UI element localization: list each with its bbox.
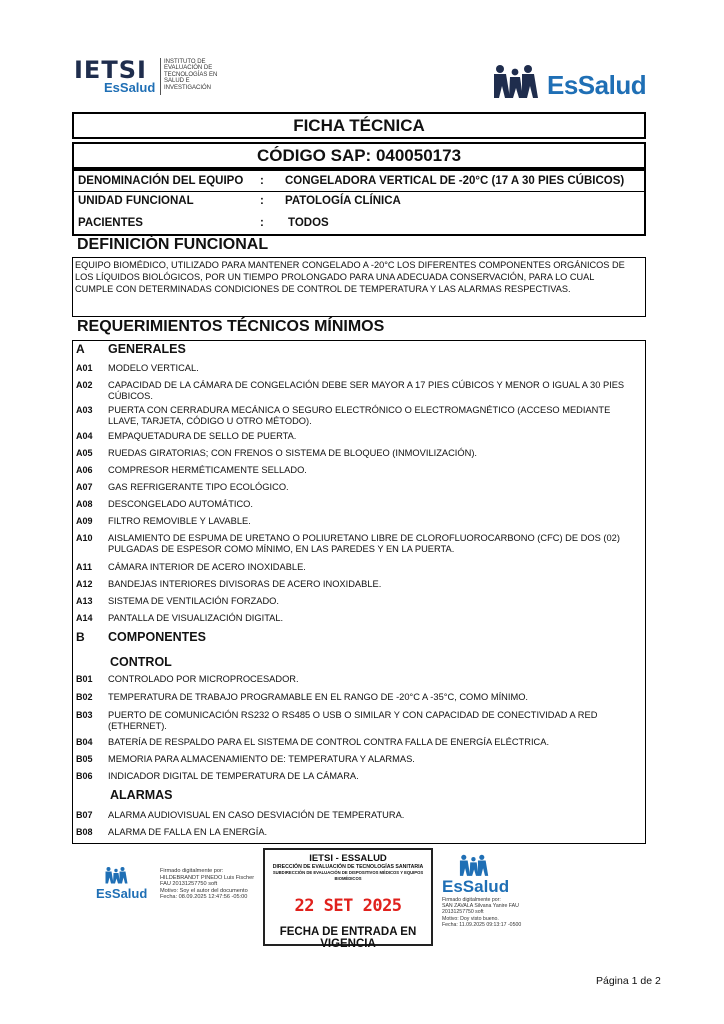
requirement-code: B08 [76, 827, 93, 837]
definicion-line: LOS LÍQUIDOS BIOLÓGICOS, POR UN TIEMPO PROLONGADO PARA UNA ADECUADA CONSERVACIÓN, PARA LO CUAL [75, 272, 595, 282]
requirement-text [108, 710, 678, 733]
right-signature [440, 852, 560, 932]
definicion-line: EQUIPO BIOMÉDICO, UTILIZADO PARA MANTENER CONGELADO A -20°C LOS DIFERENTES COMPONENTES ORGÁNICOS DE [75, 260, 625, 270]
stamp-date: 22 SET 2025 [294, 896, 402, 916]
requirement-line: PUERTO DE COMUNICACIÓN RS232 O RS485 O USB O SIMILAR Y CON CAPACIDAD DE CONECTIVIDAD A RED [108, 710, 598, 720]
section-code: B [76, 630, 85, 644]
requirement-code: A06 [76, 465, 93, 475]
sig-line: Fecha: 08.09.2025 12:47:56 -05:00 [160, 894, 248, 901]
stamp-footer: FECHA DE ENTRADA EN VIGENCIA [279, 926, 417, 950]
requirement-text [108, 363, 678, 374]
info-label: PACIENTES [78, 217, 143, 229]
requirement-code: B05 [76, 754, 93, 764]
title-box [72, 112, 646, 139]
right-signature-text [442, 897, 560, 928]
requirement-line: INDICADOR DIGITAL DE TEMPERATURA DE LA CÁMARA. [108, 771, 359, 781]
requirement-line: (ETHERNET). [108, 721, 167, 732]
stamp-line: DIRECCIÓN DE EVALUACIÓN DE TECNOLOGÍAS SANITARIA [272, 864, 424, 870]
requerimientos-heading: REQUERIMIENTOS TÉCNICOS MÍNIMOS [77, 318, 385, 335]
family-icon [104, 866, 132, 884]
requirement-code: B01 [76, 674, 93, 684]
info-value: PATOLOGÍA CLÍNICA [285, 195, 401, 207]
info-label: UNIDAD FUNCIONAL [78, 195, 194, 207]
info-box [72, 169, 646, 236]
requirement-code: A08 [76, 499, 93, 509]
requirement-code: A03 [76, 405, 93, 415]
ietsi-logo-word: IETSI [74, 56, 147, 84]
family-icon [491, 64, 547, 98]
requirement-text [108, 771, 678, 782]
requirement-code: B03 [76, 710, 93, 720]
requirement-text [108, 596, 678, 607]
requirement-code: A10 [76, 533, 93, 543]
stamp-line: SUBDIRECCIÓN DE EVALUACIÓN DE DISPOSITIVOS MÉDICOS Y EQUIPOS BIOMÉDICOS [272, 870, 424, 881]
requirement-code: A13 [76, 596, 93, 606]
requirement-text [108, 674, 678, 685]
requirement-code: A04 [76, 431, 93, 441]
requirement-line: CÚBICOS. [108, 391, 153, 402]
sig-line: Firmado digitalmente por: [442, 897, 501, 903]
requirement-line: LLAVE, TARJETA, CÓDIGO U OTRO MÉTODO). [108, 416, 312, 427]
info-sep: : [260, 195, 264, 207]
requirement-text [108, 613, 678, 624]
left-signature-text [160, 868, 270, 901]
ietsi-desc-line: TECNOLOGÍAS EN [164, 71, 218, 78]
subsection-alarmas: ALARMAS [110, 788, 173, 802]
requirement-code: A09 [76, 516, 93, 526]
sig-line: HILDEBRANDT PINEDO Luis Fischer [160, 874, 255, 881]
requirement-line: RUEDAS GIRATORIAS; CON FRENOS O SISTEMA DE BLOQUEO (INMOVILIZACIÓN). [108, 448, 478, 458]
info-value: CONGELADORA VERTICAL DE -20°C (17 A 30 PIES CÚBICOS) [285, 175, 625, 187]
sig-line: 20131257750 soft [442, 909, 484, 916]
requirement-code: A05 [76, 448, 93, 458]
requirement-text [108, 482, 678, 493]
definicion-box [72, 257, 646, 317]
requirement-line: COMPRESOR HERMÉTICAMENTE SELLADO. [108, 465, 307, 475]
info-sep: : [260, 175, 264, 187]
requirement-line: CONTROLADO POR MICROPROCESADOR. [108, 674, 299, 684]
family-icon [458, 854, 494, 876]
sig-line: Motivo: Soy el autor del documento [160, 887, 248, 894]
requirement-text [108, 562, 678, 573]
requirement-text [108, 448, 678, 459]
requirement-line: CÁMARA INTERIOR DE ACERO INOXIDABLE. [108, 562, 306, 572]
requirement-line: ALARMA DE FALLA EN LA ENERGÍA. [108, 827, 268, 837]
requirement-text [108, 516, 678, 527]
requirement-line: MODELO VERTICAL. [108, 363, 199, 373]
requirement-line: TEMPERATURA DE TRABAJO PROGRAMABLE EN EL RANGO DE -20°C A -35°C, COMO MÍNIMO. [108, 692, 529, 702]
requirement-text [108, 692, 678, 703]
requirement-text [108, 737, 678, 748]
sig-line: Fecha: 11.09.2025 09:13:17 -0500 [442, 921, 522, 928]
requirement-text [108, 810, 678, 821]
requirement-code: B07 [76, 810, 93, 820]
requirement-line: ALARMA AUDIOVISUAL EN CASO DESVIACIÓN DE TEMPERATURA. [108, 810, 405, 820]
info-label: DENOMINACIÓN DEL EQUIPO [78, 175, 244, 187]
requirement-line: PANTALLA DE VISUALIZACIÓN DIGITAL. [108, 613, 284, 623]
requirement-code: A12 [76, 579, 93, 589]
sig-line: SAN ZAVALA Silvana Yanire FAU [442, 903, 519, 910]
requirement-code: A02 [76, 380, 93, 390]
left-logo-text: EsSalud [96, 886, 148, 901]
requirement-text [108, 579, 678, 590]
definicion-heading: DEFINICIÓN FUNCIONAL [77, 236, 269, 253]
sap-code: CÓDIGO SAP: 040050173 [256, 146, 462, 165]
sig-line: Motivo: Doy visto bueno. [442, 915, 499, 922]
ietsi-logo-divider [160, 58, 161, 95]
subsection-control: CONTROL [110, 655, 172, 669]
requirement-text [108, 380, 678, 403]
requirement-code: A11 [76, 562, 93, 572]
requirement-line: CAPACIDAD DE LA CÁMARA DE CONGELACIÓN DEBE SER MAYOR A 17 PIES CÚBICOS Y MENOR O IGUAL A 30 PIES [108, 380, 625, 390]
requirement-line: SISTEMA DE VENTILACIÓN FORZADO. [108, 596, 279, 606]
left-signature [96, 862, 266, 912]
ietsi-logo-desc [164, 59, 234, 91]
code-box [72, 142, 646, 169]
requerimientos-box [72, 340, 646, 844]
page-title: FICHA TÉCNICA [293, 116, 425, 135]
ietsi-logo-sub: EsSalud [104, 80, 156, 95]
right-logo-text: EsSalud [442, 877, 510, 896]
ietsi-logo [74, 58, 224, 98]
requirement-line: EMPAQUETADURA DE SELLO DE PUERTA. [108, 431, 297, 441]
requirement-line: BATERÍA DE RESPALDO PARA EL SISTEMA DE CONTROL CONTRA FALLA DE ENERGÍA ELÉCTRICA. [108, 737, 550, 747]
ietsi-desc-line: EVALUACIÓN DE [164, 65, 213, 72]
requirement-line: DESCONGELADO AUTOMÁTICO. [108, 499, 253, 509]
requirement-line: AISLAMIENTO DE ESPUMA DE URETANO O POLIURETANO LIBRE DE CLOROFLUOROCARBONO (CFC) DE DOS (02) [108, 533, 620, 543]
requirement-text [108, 465, 678, 476]
page-number: Página 1 de 2 [596, 975, 661, 987]
requirement-line: PUERTA CON CERRADURA MECÁNICA O SEGURO ELECTRÓNICO O ELECTROMAGNÉTICO (ACCESO MEDIANTE [108, 405, 611, 415]
section-label: GENERALES [108, 342, 186, 356]
requirement-code: A14 [76, 613, 93, 623]
requirement-code: B02 [76, 692, 93, 702]
requirement-code: A01 [76, 363, 93, 373]
requirement-line: FILTRO REMOVIBLE Y LAVABLE. [108, 516, 251, 526]
requirement-line: MEMORIA PARA ALMACENAMIENTO DE: TEMPERATURA Y ALARMAS. [108, 754, 415, 764]
ietsi-desc-line: SALUD E [164, 78, 190, 85]
info-sep: : [260, 217, 264, 229]
info-value: TODOS [288, 217, 329, 229]
requirement-text [108, 405, 678, 428]
requirement-code: B06 [76, 771, 93, 781]
info-divider [74, 191, 644, 192]
ietsi-desc-line: INVESTIGACIÓN [164, 84, 212, 91]
requirement-line: PULGADAS DE ESPESOR COMO MÍNIMO, EN LAS PAREDES Y EN LA PUERTA. [108, 544, 455, 555]
essalud-logo [491, 64, 651, 100]
sig-line: FAU 20131257750 soft [160, 881, 218, 888]
sig-line: Firmado digitalmente por: [160, 868, 224, 874]
ietsi-desc-line: INSTITUTO DE [164, 59, 206, 65]
stamp-title: IETSI - ESSALUD [309, 853, 387, 864]
vigencia-stamp [263, 848, 433, 950]
requirement-text [108, 431, 678, 442]
definicion-line: CUMPLE CON DETERMINADAS CONDICIONES DE CONTROL DE TEMPERATURA Y LAS ALARMAS RESPECTIVAS. [75, 284, 571, 294]
requirement-text [108, 754, 678, 765]
requirement-text [108, 533, 678, 556]
section-code: A [76, 342, 85, 356]
requirement-code: A07 [76, 482, 93, 492]
requirement-line: GAS REFRIGERANTE TIPO ECOLÓGICO. [108, 482, 289, 492]
requirement-code: B04 [76, 737, 93, 747]
requirement-line: BANDEJAS INTERIORES DIVISORAS DE ACERO INOXIDABLE. [108, 579, 382, 589]
requirement-text [108, 499, 678, 510]
section-label: COMPONENTES [108, 630, 206, 644]
requirement-text [108, 827, 678, 838]
essalud-logo-text: EsSalud [547, 70, 647, 100]
